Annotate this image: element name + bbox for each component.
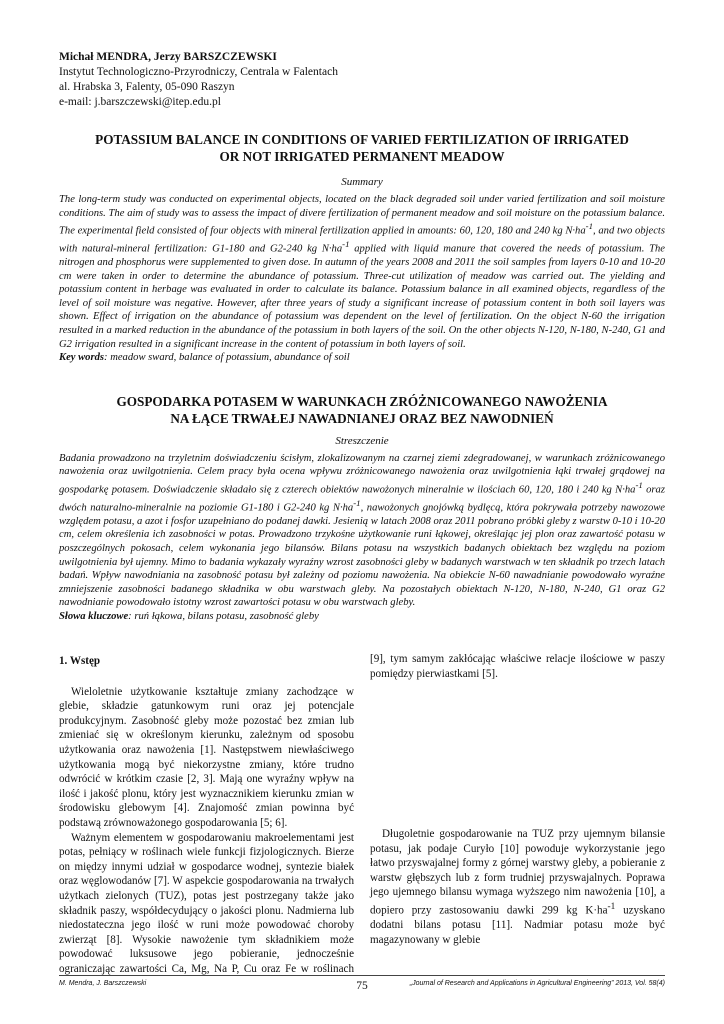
page-footer xyxy=(59,975,665,996)
paragraph: Wieloletnie użytkowanie kształtuje zmiany zachodzące w glebie, składzie gatunkowym runi oraz jej potencjale produkcyjnym. Zasobność gleby może pozostać bez zmian lub zmieniać się w określonym kierunku, zależnym od sposobu użytkowania oraz nawożenia [1]. Następstwem niewłaściwego użytkowania mogą być niekorzystne zmiany, które trudno odwrócić w krótkim czasie [2, 3]. Mają one wyraźny wpływ na ilość i jakość plonu, który jest wyznacznikiem kierunku zmian w środowisku glebowym [4]. Znajomość zmian powinna być podstawą zrównoważonego gospodarowania [5; 6]. xyxy=(59,685,354,829)
paragraph-text: Długoletnie gospodarowanie na TUZ przy ujemnym bilansie potasu, jak podaje Curyło [10] powoduje wykorzystanie jego łatwo przyswajalnej formy z górnej warstwy gleby, a pobieranie z warstw głębszych lub z form trudniej przyswajalnych. Poprawa jego ujemnego bilansu wymaga wyższego nim nawożenia [10], a dopiero przy zastosowaniu dawki 299 kg K·ha xyxy=(370,828,665,917)
footer-journal: „Journal of Research and Applications in Agricultural Engineering” 2013, Vol. 58(4) xyxy=(409,980,665,987)
superscript: -1 xyxy=(635,479,643,490)
author-block xyxy=(59,50,665,110)
author-institute: Instytut Technologiczno-Przyrodniczy, Centrala w Falentach xyxy=(59,66,338,78)
english-title-line2: OR NOT IRRIGATED PERMANENT MEADOW xyxy=(219,149,505,164)
keywords-label: Key words xyxy=(59,352,105,364)
paragraph-text-end: uzyskano dodatni bilans potasu [11]. Nadmiar potasu może być magazynowany w glebie xyxy=(370,904,665,946)
polish-abstract xyxy=(59,452,665,610)
english-abstract-part2: , and two objects with natural-mineral fertilization: G1-180 and G2-240 kg N·ha xyxy=(59,225,665,255)
continued-text: [9], tym samym zakłócając właściwe relacje ilościowe w paszy pomiędzy pierwiastkami [5]. xyxy=(370,652,665,680)
author-address: al. Hrabska 3, Falenty, 05-090 Raszyn xyxy=(59,81,235,93)
polish-abstract-part2: oraz dwóch naturalno-mineralnie na poziomie G1-180 i G2-240 kg N·ha xyxy=(59,484,665,514)
superscript: -1 xyxy=(353,497,361,508)
paragraph: Ważnym elementem w gospodarowaniu makroelementami jest potas, pełniący w roślinach wiele funkcji fizjologicznych. Bierze on między innymi udział w gospodarce wodnej, syntezie białek oraz węglowodanów [7]. W aspekcie gospodarowania na trwałych użytkach zielonych (TUZ), potas jest postrzegany także jako składnik paszy, współdecydujący o jakości plonu. Nadmierna lub niedostateczna jego ilość w runi może powodować choroby zwierząt [8]. Wysokie nawożenie tym składnikiem może powodować luksusowe jego pobieranie, jednocześnie ograniczając zawartości Ca, Mg, Na P, Cu oraz Fe w roślinach xyxy=(59,831,354,975)
paragraph xyxy=(370,827,665,947)
polish-title xyxy=(59,393,665,427)
superscript: -1 xyxy=(342,239,350,250)
superscript: -1 xyxy=(585,221,594,232)
english-abstract-part1: The long-term study was conducted on experimental objects, located on the black degraded soil under varied fertilization and soil moisture conditions. The aim of study was to assess the impact of divere fertilization of permanent meadow and soil moisture on the potassium balance. The experimental field consisted of four objects with mineral fertilization applied in amounts: 60, 120, 180 and 240 kg N·ha xyxy=(59,194,665,237)
english-title-line1: POTASSIUM BALANCE IN CONDITIONS OF VARIED FERTILIZATION OF IRRIGATED xyxy=(95,132,629,147)
polish-abstract-part3: , nawożonych gnojówką bydlęcą, która pokrywała potrzeby nawozowe względem potasu, a azot i fosfor uzupełniano do podanej dawki. Jesienią w latach 2008 oraz 2011 pobrano próbki gleby z warstw 0-10 i 10-20 cm, celem określenia ich zasobności w potas. Prowadzono trzykośne użytkowanie runi łąkowej, określając jej plon oraz zawartość potasu w poszczególnych pokosach, celem wykonania jego bilansów. Bilans potasu na wszystkich badanych obiektach bez względu na poziom uwilgotnienia był ujemny. Mimo to badania wykazały wyraźny wzrost zasobności gleby w badanych warstwach w ten składnik po trzech latach badań. Wpływ nawodniania na zasobność potasu był zależny od poziomu nawożenia. Na obiekcie N-60 nawadnianie powodowało wyraźne zmniejszenie zasobności badanego składnika w obu warstwach gleby. Na pozostałych obiektach N-120, N-180, N-240, G1 oraz G2 nawodnianie powodowało istotny wzrost zawartości potasu w obu warstwach gleby. xyxy=(59,502,666,609)
english-abstract-part3: applied with liquid manure that covered the needs of potassium. The nitrogen and phosphorus were supplemented to given dose. In autumn of the years 2008 and 2011 the soil samples from layers 0-10 and 10-20 cm were taken in order to determine the abundance of potassium. Three-cut utilization of meadow was carried out. The yielding and potassium content in herbage was evaluated in order to calculate its balance. Potassium balance in all examined objects, regardless of the level of soil moisture was negative. However, after three years of study a significant increase of potassium content in both soil layers was shown. Effect of irrigation on the abundance of potassium was dependent on the level of fertilization. On the object N-60 the irrigation resulted in a marked reduction in the abundance of the potassium in both layers of the soil. On the other objects N-120, N-180, N-240, G1 and G2 irrigation resulted in a significant increase in the content of potassium in both layers of soil. xyxy=(59,243,665,350)
summary-label: Summary xyxy=(341,176,383,188)
page-number: 75 xyxy=(356,980,368,992)
polish-keywords xyxy=(59,610,665,624)
footer-authors: M. Mendra, J. Barszczewski xyxy=(59,980,147,987)
left-column xyxy=(59,652,354,977)
polish-keywords-label: Słowa kluczowe xyxy=(59,610,129,622)
keywords-text: : meadow sward, balance of potassium, abundance of soil xyxy=(104,352,350,364)
author-names: Michał MENDRA, Jerzy BARSZCZEWSKI xyxy=(59,51,277,63)
body-columns xyxy=(59,652,665,977)
english-abstract xyxy=(59,193,665,351)
right-column xyxy=(370,652,665,977)
english-keywords xyxy=(59,351,665,365)
polish-keywords-text: : ruń łąkowa, bilans potasu, zasobność gleby xyxy=(128,610,319,622)
superscript: -1 xyxy=(607,901,616,912)
polish-title-line2: NA ŁĄCE TRWAŁEJ NAWADNIANEJ ORAZ BEZ NAWODNIEŃ xyxy=(170,410,554,426)
streszczenie-label: Streszczenie xyxy=(335,434,389,447)
polish-abstract-part1: Badania prowadzono na trzyletnim doświadczeniu ścisłym, zlokalizowanym na czarnej ziemi zdegradowanej, w warunkach zróżnicowanego nawożenia oraz uwilgotnienia. Celem pracy była ocena wpływu zróżnicowanego nawożenia oraz uwilgotnienia łąki trwałej grądowej na gospodarkę potasem. Doświadczenie składało się z czterech obiektów nawożonych mineralnie w ilościach 60, 120, 180 i 240 kg N·ha xyxy=(59,452,665,496)
section-heading: 1. Wstęp xyxy=(59,655,101,667)
article-header xyxy=(59,50,665,623)
author-email: e-mail: j.barszczewski@itep.edu.pl xyxy=(59,96,221,108)
polish-title-line1: GOSPODARKA POTASEM W WARUNKACH ZRÓŻNICOWANEGO NAWOŻENIA xyxy=(116,393,608,409)
english-title xyxy=(59,131,665,165)
paragraph-continued xyxy=(370,652,665,827)
